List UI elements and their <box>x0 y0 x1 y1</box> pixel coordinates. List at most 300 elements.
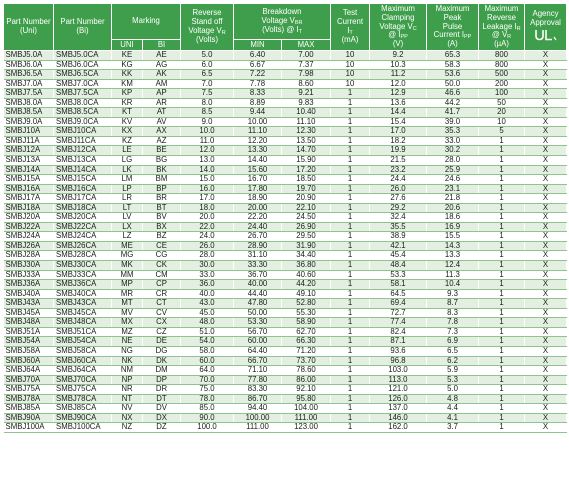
cell-clamping-voltage: 45.4 <box>370 251 427 261</box>
cell-leakage-current: 800 <box>479 60 525 70</box>
cell-standoff-voltage: 14.0 <box>181 165 234 175</box>
cell-clamping-voltage: 29.2 <box>370 203 427 213</box>
cell-breakdown-min: 26.70 <box>234 232 282 242</box>
cell-marking-bi: BP <box>143 184 181 194</box>
cell-breakdown-min: 77.80 <box>234 375 282 385</box>
cell-leakage-current: 1 <box>479 289 525 299</box>
table-row <box>4 413 567 423</box>
cell-part-uni: SMBJ43A <box>4 299 54 309</box>
cell-test-current: 1 <box>331 404 370 414</box>
cell-agency-approval: X <box>525 175 567 185</box>
cell-part-bi: SMBJ15CA <box>54 175 112 185</box>
cell-test-current: 1 <box>331 146 370 156</box>
cell-part-bi: SMBJ36CA <box>54 280 112 290</box>
cell-standoff-voltage: 12.0 <box>181 146 234 156</box>
table-row <box>4 318 567 328</box>
cell-test-current: 1 <box>331 165 370 175</box>
table-row <box>4 327 567 337</box>
cell-clamping-voltage: 18.2 <box>370 136 427 146</box>
cell-agency-approval: X <box>525 289 567 299</box>
cell-part-bi: SMBJ13CA <box>54 156 112 166</box>
cell-breakdown-max: 11.10 <box>282 117 331 127</box>
cell-marking-bi: BR <box>143 194 181 204</box>
header-peak-pulse-current: Maximum Peak Pulse Current $I_{PP}$ (A) <box>427 4 479 51</box>
cell-test-current: 1 <box>331 356 370 366</box>
cell-marking-uni: LK <box>112 165 143 175</box>
table-row <box>4 251 567 261</box>
cell-standoff-voltage: 64.0 <box>181 366 234 376</box>
cell-marking-uni: KZ <box>112 136 143 146</box>
cell-breakdown-max: 62.70 <box>282 327 331 337</box>
cell-clamping-voltage: 27.6 <box>370 194 427 204</box>
cell-marking-bi: CP <box>143 280 181 290</box>
cell-peak-current: 18.6 <box>427 213 479 223</box>
cell-marking-uni: NX <box>112 413 143 423</box>
cell-part-bi: SMBJ24CA <box>54 232 112 242</box>
cell-breakdown-max: 36.80 <box>282 261 331 271</box>
cell-leakage-current: 1 <box>479 366 525 376</box>
cell-peak-current: 58.3 <box>427 60 479 70</box>
table-row <box>4 51 567 61</box>
table-row <box>4 232 567 242</box>
table-row <box>4 136 567 146</box>
cell-leakage-current: 20 <box>479 108 525 118</box>
cell-standoff-voltage: 90.0 <box>181 413 234 423</box>
cell-part-bi: SMBJ75CA <box>54 385 112 395</box>
cell-test-current: 1 <box>331 232 370 242</box>
table-row <box>4 203 567 213</box>
cell-standoff-voltage: 28.0 <box>181 251 234 261</box>
cell-marking-bi: CM <box>143 270 181 280</box>
cell-marking-bi: CT <box>143 299 181 309</box>
cell-part-uni: SMBJ33A <box>4 270 54 280</box>
cell-clamping-voltage: 26.0 <box>370 184 427 194</box>
cell-part-uni: SMBJ5.0A <box>4 51 54 61</box>
table-row <box>4 366 567 376</box>
cell-part-bi: SMBJ12CA <box>54 146 112 156</box>
cell-clamping-voltage: 17.0 <box>370 127 427 137</box>
cell-breakdown-min: 16.70 <box>234 175 282 185</box>
cell-peak-current: 8.3 <box>427 308 479 318</box>
cell-test-current: 1 <box>331 98 370 108</box>
cell-breakdown-min: 56.70 <box>234 327 282 337</box>
cell-breakdown-min: 94.40 <box>234 404 282 414</box>
cell-test-current: 1 <box>331 136 370 146</box>
cell-marking-uni: NG <box>112 346 143 356</box>
cell-breakdown-min: 12.20 <box>234 136 282 146</box>
cell-part-bi: SMBJ45CA <box>54 308 112 318</box>
header-breakdown-voltage: Breakdown Voltage $V_{BR}$ (Volts) @ $I_T$ <box>234 4 331 40</box>
cell-marking-bi: AK <box>143 70 181 80</box>
cell-leakage-current: 800 <box>479 51 525 61</box>
cell-part-uni: SMBJ15A <box>4 175 54 185</box>
cell-test-current: 1 <box>331 394 370 404</box>
cell-part-uni: SMBJ16A <box>4 184 54 194</box>
cell-breakdown-max: 12.30 <box>282 127 331 137</box>
cell-agency-approval: X <box>525 270 567 280</box>
cell-test-current: 1 <box>331 308 370 318</box>
cell-clamping-voltage: 35.5 <box>370 222 427 232</box>
cell-standoff-voltage: 78.0 <box>181 394 234 404</box>
cell-marking-bi: AP <box>143 89 181 99</box>
cell-agency-approval: X <box>525 70 567 80</box>
cell-part-bi: SMBJ85CA <box>54 404 112 414</box>
table-row <box>4 60 567 70</box>
cell-part-bi: SMBJ28CA <box>54 251 112 261</box>
cell-breakdown-max: 19.70 <box>282 184 331 194</box>
cell-breakdown-max: 86.00 <box>282 375 331 385</box>
cell-breakdown-max: 52.80 <box>282 299 331 309</box>
cell-peak-current: 11.3 <box>427 270 479 280</box>
cell-marking-uni: NT <box>112 394 143 404</box>
table-row <box>4 280 567 290</box>
cell-part-uni: SMBJ100A <box>4 423 54 433</box>
header-test-current: Test Current $I_T$ (mA) <box>331 4 370 51</box>
cell-test-current: 1 <box>331 337 370 347</box>
cell-standoff-voltage: 8.5 <box>181 108 234 118</box>
cell-part-bi: SMBJ8.0CA <box>54 98 112 108</box>
cell-standoff-voltage: 40.0 <box>181 289 234 299</box>
cell-marking-uni: LG <box>112 156 143 166</box>
cell-agency-approval: X <box>525 194 567 204</box>
table-row <box>4 299 567 309</box>
table-row <box>4 184 567 194</box>
cell-test-current: 10 <box>331 79 370 89</box>
cell-marking-uni: KV <box>112 117 143 127</box>
cell-leakage-current: 1 <box>479 222 525 232</box>
table-row <box>4 165 567 175</box>
cell-standoff-voltage: 22.0 <box>181 222 234 232</box>
cell-standoff-voltage: 6.5 <box>181 70 234 80</box>
cell-peak-current: 5.0 <box>427 385 479 395</box>
table-row <box>4 308 567 318</box>
cell-breakdown-max: 31.90 <box>282 241 331 251</box>
cell-test-current: 1 <box>331 385 370 395</box>
table-row <box>4 289 567 299</box>
cell-part-bi: SMBJ14CA <box>54 165 112 175</box>
cell-marking-uni: NK <box>112 356 143 366</box>
cell-marking-bi: CG <box>143 251 181 261</box>
cell-marking-bi: BX <box>143 222 181 232</box>
cell-standoff-voltage: 15.0 <box>181 175 234 185</box>
cell-breakdown-max: 22.10 <box>282 203 331 213</box>
cell-part-bi: SMBJ20CA <box>54 213 112 223</box>
cell-leakage-current: 1 <box>479 156 525 166</box>
cell-leakage-current: 1 <box>479 194 525 204</box>
cell-marking-bi: AT <box>143 108 181 118</box>
cell-breakdown-min: 11.10 <box>234 127 282 137</box>
header-marking-uni: UNI <box>112 40 143 51</box>
cell-part-uni: SMBJ12A <box>4 146 54 156</box>
cell-breakdown-min: 53.30 <box>234 318 282 328</box>
cell-peak-current: 10.4 <box>427 280 479 290</box>
cell-test-current: 1 <box>331 251 370 261</box>
cell-marking-uni: MZ <box>112 327 143 337</box>
cell-breakdown-max: 18.50 <box>282 175 331 185</box>
cell-part-uni: SMBJ40A <box>4 289 54 299</box>
cell-clamping-voltage: 64.5 <box>370 289 427 299</box>
cell-agency-approval: X <box>525 280 567 290</box>
cell-breakdown-min: 8.89 <box>234 98 282 108</box>
cell-part-uni: SMBJ70A <box>4 375 54 385</box>
cell-marking-bi: DX <box>143 413 181 423</box>
cell-agency-approval: X <box>525 241 567 251</box>
cell-part-bi: SMBJ51CA <box>54 327 112 337</box>
cell-marking-bi: AX <box>143 127 181 137</box>
cell-agency-approval: X <box>525 60 567 70</box>
table-row <box>4 394 567 404</box>
cell-standoff-voltage: 7.5 <box>181 89 234 99</box>
table-row <box>4 213 567 223</box>
cell-test-current: 1 <box>331 117 370 127</box>
cell-agency-approval: X <box>525 366 567 376</box>
cell-test-current: 1 <box>331 261 370 271</box>
cell-breakdown-min: 36.70 <box>234 270 282 280</box>
cell-breakdown-max: 13.50 <box>282 136 331 146</box>
table-row <box>4 375 567 385</box>
cell-peak-current: 5.3 <box>427 375 479 385</box>
cell-marking-uni: KP <box>112 89 143 99</box>
cell-breakdown-min: 10.00 <box>234 117 282 127</box>
cell-marking-uni: KM <box>112 79 143 89</box>
header-standoff-voltage: Reverse Stand off Voltage $V_R$ (Volts) <box>181 4 234 51</box>
cell-breakdown-min: 86.70 <box>234 394 282 404</box>
cell-peak-current: 7.8 <box>427 318 479 328</box>
table-row <box>4 404 567 414</box>
cell-part-uni: SMBJ9.0A <box>4 117 54 127</box>
cell-leakage-current: 1 <box>479 203 525 213</box>
cell-part-uni: SMBJ48A <box>4 318 54 328</box>
cell-standoff-voltage: 8.0 <box>181 98 234 108</box>
cell-peak-current: 9.3 <box>427 289 479 299</box>
cell-part-bi: SMBJ17CA <box>54 194 112 204</box>
cell-leakage-current: 1 <box>479 146 525 156</box>
cell-clamping-voltage: 96.8 <box>370 356 427 366</box>
cell-breakdown-max: 7.37 <box>282 60 331 70</box>
cell-leakage-current: 50 <box>479 98 525 108</box>
cell-marking-uni: NE <box>112 337 143 347</box>
cell-breakdown-min: 13.30 <box>234 146 282 156</box>
cell-breakdown-max: 73.70 <box>282 356 331 366</box>
cell-standoff-voltage: 60.0 <box>181 356 234 366</box>
cell-peak-current: 23.1 <box>427 184 479 194</box>
cell-clamping-voltage: 103.0 <box>370 366 427 376</box>
cell-part-bi: SMBJ11CA <box>54 136 112 146</box>
cell-leakage-current: 1 <box>479 241 525 251</box>
header-clamping-voltage: Maximum Clamping Voltage $V_C$ @ $I_{PP}$ (V) <box>370 4 427 51</box>
table-row <box>4 346 567 356</box>
cell-breakdown-max: 123.00 <box>282 423 331 433</box>
cell-agency-approval: X <box>525 232 567 242</box>
table-row <box>4 89 567 99</box>
cell-marking-uni: NM <box>112 366 143 376</box>
cell-standoff-voltage: 18.0 <box>181 203 234 213</box>
cell-breakdown-min: 8.33 <box>234 89 282 99</box>
cell-leakage-current: 1 <box>479 337 525 347</box>
cell-breakdown-min: 66.70 <box>234 356 282 366</box>
cell-agency-approval: X <box>525 184 567 194</box>
cell-clamping-voltage: 10.3 <box>370 60 427 70</box>
cell-leakage-current: 1 <box>479 184 525 194</box>
cell-marking-uni: ME <box>112 241 143 251</box>
cell-peak-current: 4.8 <box>427 394 479 404</box>
cell-breakdown-max: 92.10 <box>282 385 331 395</box>
cell-marking-bi: CX <box>143 318 181 328</box>
cell-standoff-voltage: 43.0 <box>181 299 234 309</box>
cell-part-bi: SMBJ90CA <box>54 413 112 423</box>
cell-standoff-voltage: 33.0 <box>181 270 234 280</box>
cell-marking-uni: NP <box>112 375 143 385</box>
cell-marking-uni: KK <box>112 70 143 80</box>
cell-part-uni: SMBJ60A <box>4 356 54 366</box>
cell-peak-current: 6.9 <box>427 337 479 347</box>
cell-part-uni: SMBJ85A <box>4 404 54 414</box>
cell-agency-approval: X <box>525 108 567 118</box>
cell-clamping-voltage: 53.3 <box>370 270 427 280</box>
cell-marking-uni: MG <box>112 251 143 261</box>
cell-leakage-current: 1 <box>479 404 525 414</box>
cell-breakdown-min: 44.40 <box>234 289 282 299</box>
cell-test-current: 1 <box>331 156 370 166</box>
cell-part-uni: SMBJ20A <box>4 213 54 223</box>
cell-marking-uni: LX <box>112 222 143 232</box>
cell-breakdown-min: 83.30 <box>234 385 282 395</box>
cell-test-current: 1 <box>331 127 370 137</box>
cell-agency-approval: X <box>525 375 567 385</box>
cell-breakdown-min: 14.40 <box>234 156 282 166</box>
cell-marking-uni: KR <box>112 98 143 108</box>
cell-test-current: 1 <box>331 366 370 376</box>
cell-marking-uni: KT <box>112 108 143 118</box>
cell-standoff-voltage: 16.0 <box>181 184 234 194</box>
cell-agency-approval: X <box>525 79 567 89</box>
cell-peak-current: 20.6 <box>427 203 479 213</box>
cell-test-current: 1 <box>331 289 370 299</box>
cell-standoff-voltage: 9.0 <box>181 117 234 127</box>
cell-breakdown-min: 20.00 <box>234 203 282 213</box>
cell-part-bi: SMBJ7.5CA <box>54 89 112 99</box>
cell-leakage-current: 1 <box>479 356 525 366</box>
cell-test-current: 1 <box>331 222 370 232</box>
cell-leakage-current: 200 <box>479 79 525 89</box>
cell-part-uni: SMBJ30A <box>4 261 54 271</box>
cell-leakage-current: 1 <box>479 413 525 423</box>
cell-part-uni: SMBJ10A <box>4 127 54 137</box>
cell-marking-bi: BT <box>143 203 181 213</box>
cell-breakdown-min: 50.00 <box>234 308 282 318</box>
cell-breakdown-max: 7.98 <box>282 70 331 80</box>
cell-clamping-voltage: 58.1 <box>370 280 427 290</box>
cell-part-uni: SMBJ51A <box>4 327 54 337</box>
cell-marking-bi: AV <box>143 117 181 127</box>
cell-peak-current: 6.5 <box>427 346 479 356</box>
cell-agency-approval: X <box>525 385 567 395</box>
cell-marking-uni: LP <box>112 184 143 194</box>
cell-clamping-voltage: 121.0 <box>370 385 427 395</box>
cell-marking-bi: DZ <box>143 423 181 433</box>
table-row <box>4 385 567 395</box>
table-row <box>4 175 567 185</box>
cell-test-current: 1 <box>331 413 370 423</box>
cell-marking-uni: LR <box>112 194 143 204</box>
cell-breakdown-min: 28.90 <box>234 241 282 251</box>
cell-marking-bi: CV <box>143 308 181 318</box>
cell-breakdown-min: 31.10 <box>234 251 282 261</box>
cell-part-bi: SMBJ8.5CA <box>54 108 112 118</box>
cell-marking-uni: LT <box>112 203 143 213</box>
cell-marking-bi: DR <box>143 385 181 395</box>
cell-marking-uni: NZ <box>112 423 143 433</box>
cell-agency-approval: X <box>525 327 567 337</box>
cell-agency-approval: X <box>525 136 567 146</box>
cell-peak-current: 12.4 <box>427 261 479 271</box>
cell-clamping-voltage: 13.6 <box>370 98 427 108</box>
cell-peak-current: 8.7 <box>427 299 479 309</box>
cell-part-uni: SMBJ22A <box>4 222 54 232</box>
cell-test-current: 1 <box>331 280 370 290</box>
header-marking-bi: BI <box>143 40 181 51</box>
cell-breakdown-max: 7.00 <box>282 51 331 61</box>
cell-breakdown-min: 7.22 <box>234 70 282 80</box>
cell-breakdown-min: 40.00 <box>234 280 282 290</box>
cell-part-uni: SMBJ18A <box>4 203 54 213</box>
cell-test-current: 1 <box>331 203 370 213</box>
cell-part-bi: SMBJ22CA <box>54 222 112 232</box>
cell-breakdown-max: 44.20 <box>282 280 331 290</box>
cell-marking-bi: CE <box>143 241 181 251</box>
cell-breakdown-max: 58.90 <box>282 318 331 328</box>
cell-part-uni: SMBJ13A <box>4 156 54 166</box>
cell-test-current: 1 <box>331 423 370 433</box>
cell-agency-approval: X <box>525 117 567 127</box>
table-row <box>4 108 567 118</box>
cell-leakage-current: 10 <box>479 117 525 127</box>
cell-part-bi: SMBJ6.0CA <box>54 60 112 70</box>
cell-part-bi: SMBJ43CA <box>54 299 112 309</box>
cell-marking-bi: BZ <box>143 232 181 242</box>
cell-breakdown-max: 49.10 <box>282 289 331 299</box>
cell-leakage-current: 1 <box>479 299 525 309</box>
cell-part-uni: SMBJ78A <box>4 394 54 404</box>
cell-part-uni: SMBJ90A <box>4 413 54 423</box>
cell-marking-uni: MT <box>112 299 143 309</box>
cell-part-uni: SMBJ64A <box>4 366 54 376</box>
cell-leakage-current: 100 <box>479 89 525 99</box>
cell-marking-bi: BM <box>143 175 181 185</box>
ul-recognized-icon <box>535 29 557 41</box>
cell-peak-current: 21.8 <box>427 194 479 204</box>
cell-standoff-voltage: 10.0 <box>181 127 234 137</box>
cell-standoff-voltage: 20.0 <box>181 213 234 223</box>
cell-marking-uni: MX <box>112 318 143 328</box>
table-row <box>4 222 567 232</box>
cell-leakage-current: 1 <box>479 394 525 404</box>
cell-part-uni: SMBJ7.0A <box>4 79 54 89</box>
cell-clamping-voltage: 19.9 <box>370 146 427 156</box>
cell-standoff-voltage: 7.0 <box>181 79 234 89</box>
cell-marking-uni: LZ <box>112 232 143 242</box>
cell-marking-bi: CZ <box>143 327 181 337</box>
table-row <box>4 117 567 127</box>
table-row <box>4 127 567 137</box>
cell-standoff-voltage: 26.0 <box>181 241 234 251</box>
cell-marking-uni: MM <box>112 270 143 280</box>
cell-breakdown-max: 10.40 <box>282 108 331 118</box>
cell-marking-bi: BE <box>143 146 181 156</box>
cell-breakdown-min: 6.67 <box>234 60 282 70</box>
cell-agency-approval: X <box>525 299 567 309</box>
cell-agency-approval: X <box>525 222 567 232</box>
